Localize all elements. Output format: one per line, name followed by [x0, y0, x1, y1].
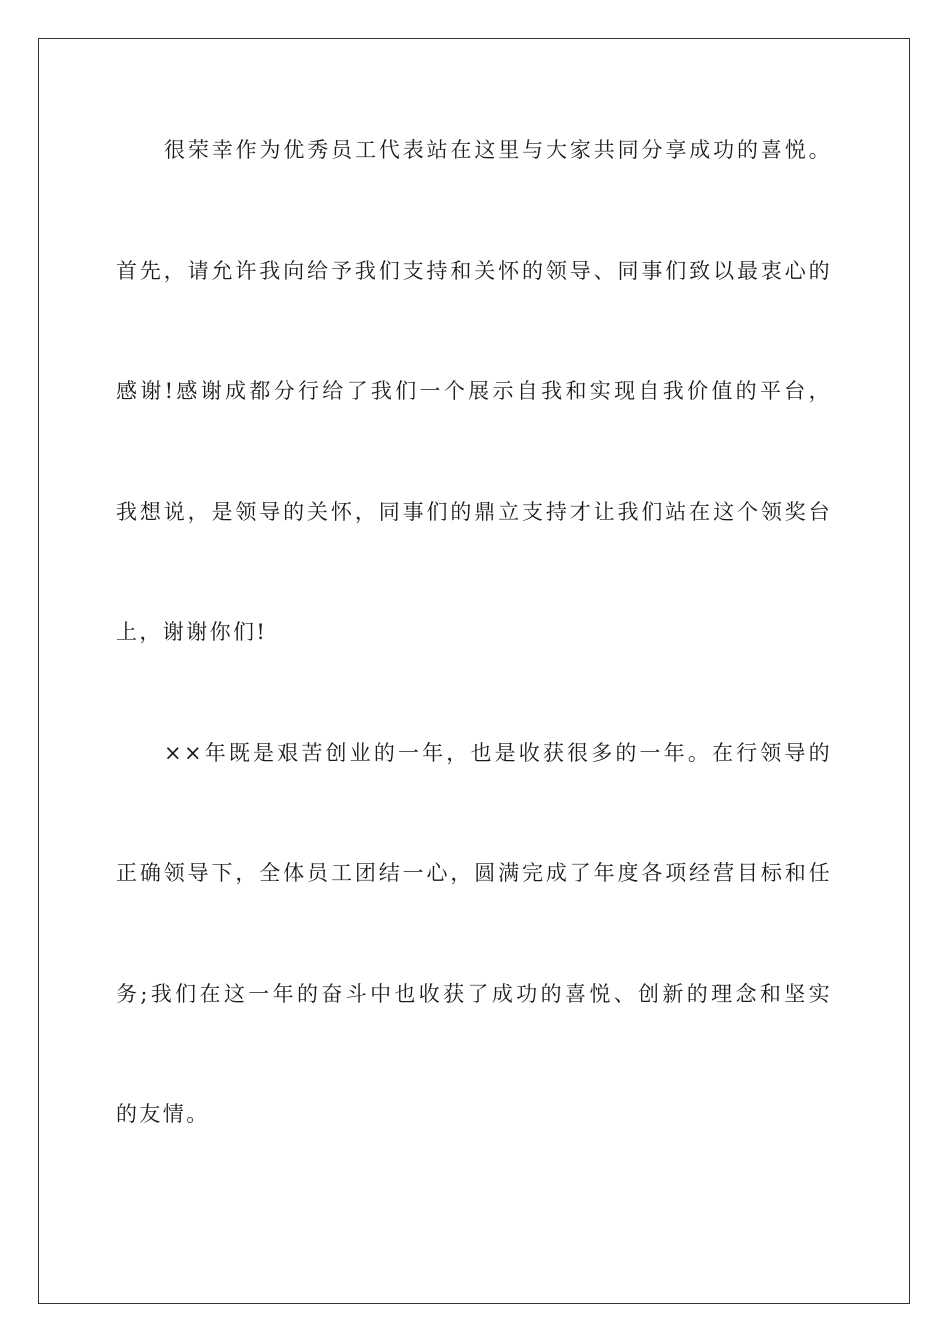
paragraph-2-line-2: 正确领导下，全体员工团结一心，圆满完成了年度各项经营目标和任 — [116, 861, 832, 885]
paragraph-1-line-4: 我想说，是领导的关怀，同事们的鼎立支持才让我们站在这个领奖台 — [116, 499, 832, 524]
paragraph-1-line-2: 首先，请允许我向给予我们支持和关怀的领导、同事们致以最衷心的 — [116, 258, 832, 283]
paragraph-2-line-3: 务;我们在这一年的奋斗中也收获了成功的喜悦、创新的理念和坚实 — [116, 981, 832, 1006]
paragraph-1-line-5: 上，谢谢你们! — [116, 620, 268, 644]
document-body — [116, 130, 832, 1215]
paragraph-1-line-1: 很荣幸作为优秀员工代表站在这里与大家共同分享成功的喜悦。 — [164, 138, 832, 162]
paragraph-2-line-1: ××年既是艰苦创业的一年，也是收获很多的一年。在行领导的 — [164, 740, 832, 765]
paragraph-2-line-4: 的友情。 — [116, 1102, 210, 1126]
paragraph-1-line-3: 感谢!感谢成都分行给了我们一个展示自我和实现自我价值的平台， — [116, 379, 832, 403]
